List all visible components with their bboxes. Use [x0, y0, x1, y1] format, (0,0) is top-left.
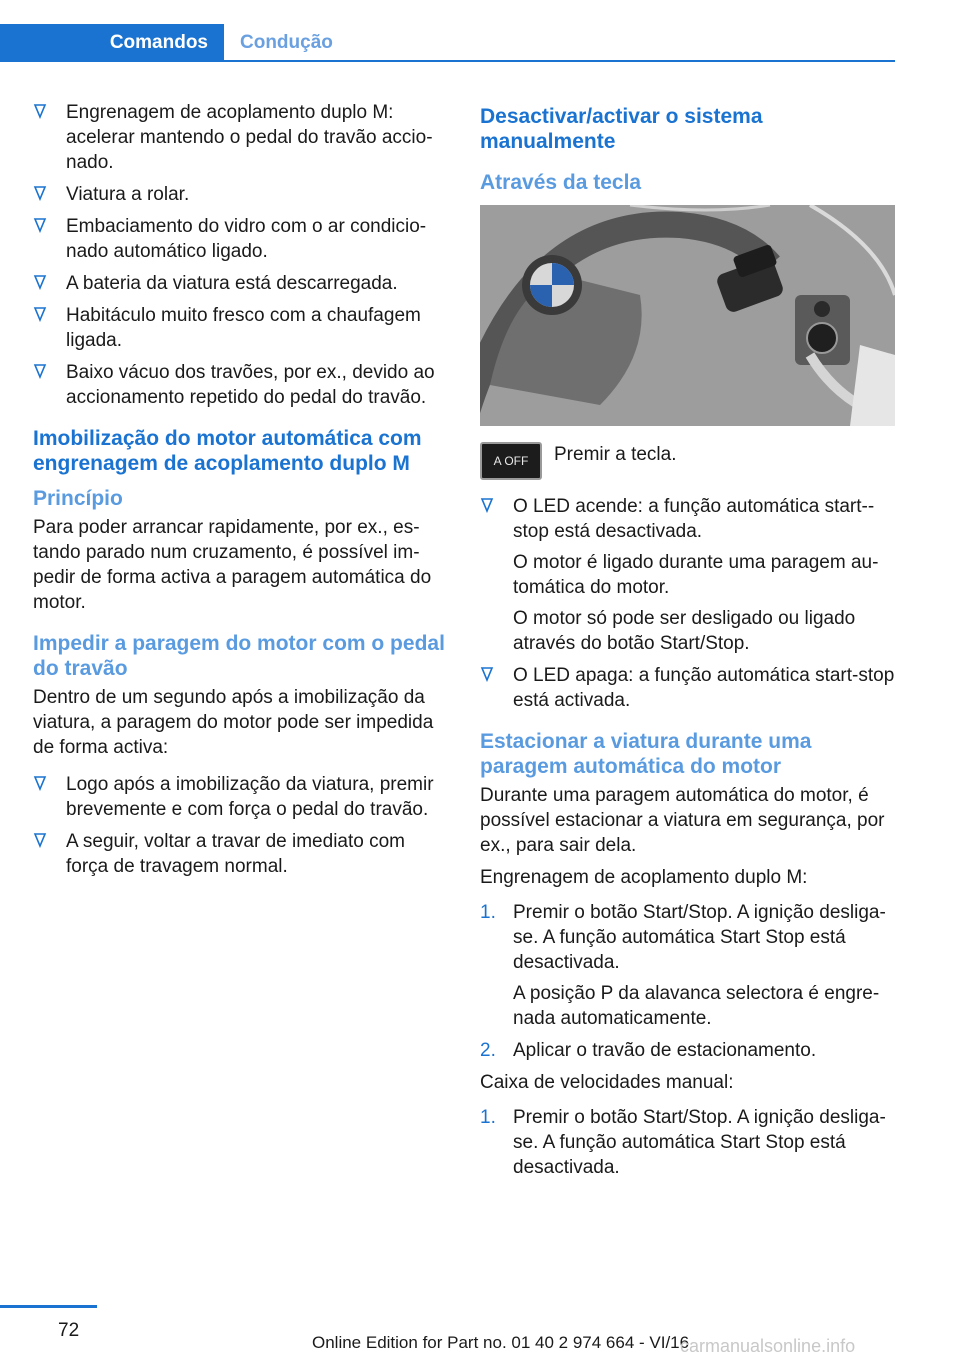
- list-item: [480, 494, 895, 656]
- key-row: [480, 442, 895, 480]
- key-label: A OFF: [493, 453, 529, 468]
- list-item-text: A seguir, voltar a travar de imediato com força de travagem normal.: [66, 831, 405, 877]
- right-column: [480, 100, 895, 1187]
- list-item: [33, 100, 448, 175]
- manual-label: Caixa de velocidades manual:: [480, 1072, 734, 1093]
- tab-conducao[interactable]: Condução: [240, 32, 333, 53]
- auto-start-stop-off-icon: [480, 442, 542, 480]
- triangle-bullet-icon: [33, 217, 47, 233]
- step-subtext: A posição P da alavanca selectora é engrenada automaticamente.: [513, 983, 880, 1029]
- list-item: [33, 214, 448, 264]
- park-paragraph: Durante uma paragem automática do motor, é possível estacionar a viatura em segurança, por ex., para sair dela.: [480, 785, 885, 856]
- steering-wheel-photo: [480, 205, 895, 426]
- step-number: 2.: [480, 1040, 496, 1061]
- triangle-bullet-icon: [33, 775, 47, 791]
- chapter-tabs: [0, 24, 895, 62]
- list-item: [33, 271, 448, 296]
- principle-heading: Princípio: [33, 487, 123, 510]
- triangle-bullet-icon: [33, 274, 47, 290]
- manual-steps: [480, 1105, 895, 1180]
- led-list: [480, 494, 895, 713]
- section-title: Desactivar/activar o sistema manualmente: [480, 105, 763, 153]
- watermark: carmanualsonline.info: [680, 1336, 856, 1356]
- list-item-text: O LED apaga: a função automática start-stop está activada.: [513, 665, 895, 711]
- list-item: [33, 360, 448, 410]
- triangle-bullet-icon: [480, 666, 494, 682]
- list-item: [480, 663, 895, 713]
- list-item-text: Embaciamento do vidro com o ar condicionado automático ligado.: [66, 216, 427, 262]
- prevent-paragraph: Dentro de um segundo após a imobilização da viatura, a paragem do motor pode ser impedida de forma activa:: [33, 687, 434, 758]
- list-item-subtext: O motor só pode ser desligado ou ligado através do botão Start/Stop.: [513, 608, 856, 654]
- section-title: Imobilização do motor automática com engrenagem de acoplamento duplo M: [33, 427, 422, 475]
- step-text: Premir o botão Start/Stop. A ignição desliga-se. A função automática Start Stop está desactivada.: [513, 902, 886, 973]
- step-item: [480, 1105, 895, 1180]
- page-number: 72: [58, 1320, 80, 1341]
- triangle-bullet-icon: [33, 103, 47, 119]
- list-item-subtext: O motor é ligado durante uma paragem automática do motor.: [513, 552, 879, 598]
- tab-rule: [0, 60, 895, 62]
- footer-rule: [0, 1305, 97, 1308]
- dct-label: Engrenagem de acoplamento duplo M:: [480, 867, 808, 888]
- tab-comandos[interactable]: Comandos: [0, 24, 224, 62]
- press-key-text: Premir a tecla.: [554, 444, 677, 465]
- list-item-text: Engrenagem de acoplamento duplo M: acelerar mantendo o pedal do travão accionado.: [66, 102, 433, 173]
- list-item-text: A bateria da viatura está descarregada.: [66, 273, 398, 294]
- step-item: [480, 900, 895, 1031]
- left-column: [33, 100, 448, 886]
- list-item-text: Habitáculo muito fresco com a chaufagem ligada.: [66, 305, 421, 351]
- list-item: [33, 303, 448, 353]
- via-key-heading: Através da tecla: [480, 171, 642, 194]
- step-text: Premir o botão Start/Stop. A ignição desliga-se. A função automática Start Stop está desactivada.: [513, 1107, 886, 1178]
- triangle-bullet-icon: [33, 832, 47, 848]
- list-item-text: Viatura a rolar.: [66, 184, 190, 205]
- conditions-list: [33, 100, 448, 410]
- list-item: [33, 772, 448, 822]
- prevent-heading: Impedir a paragem do motor com o pedal do travão: [33, 632, 445, 680]
- principle-paragraph: Para poder arrancar rapidamente, por ex., estando parado num cruzamento, é possível impedir de forma activa a paragem automática do motor.: [33, 517, 432, 613]
- step-item: [480, 1038, 895, 1063]
- prevent-list: [33, 772, 448, 879]
- triangle-bullet-icon: [33, 363, 47, 379]
- dct-steps: [480, 900, 895, 1063]
- step-number: 1.: [480, 1107, 496, 1128]
- triangle-bullet-icon: [33, 306, 47, 322]
- list-item-text: Baixo vácuo dos travões, por ex., devido ao accionamento repetido do pedal do travão.: [66, 362, 435, 408]
- step-number: 1.: [480, 902, 496, 923]
- list-item-text: O LED acende: a função automática start-stop está desactivada.: [513, 496, 875, 542]
- list-item: [33, 182, 448, 207]
- edition-text: Online Edition for Part no. 01 40 2 974 664 - VI/16: [312, 1333, 690, 1352]
- park-heading: Estacionar a viatura durante uma paragem automática do motor: [480, 730, 812, 778]
- list-item: [33, 829, 448, 879]
- step-text: Aplicar o travão de estacionamento.: [513, 1040, 817, 1061]
- list-item-text: Logo após a imobilização da viatura, premir brevemente e com força o pedal do travão.: [66, 774, 434, 820]
- triangle-bullet-icon: [33, 185, 47, 201]
- triangle-bullet-icon: [480, 497, 494, 513]
